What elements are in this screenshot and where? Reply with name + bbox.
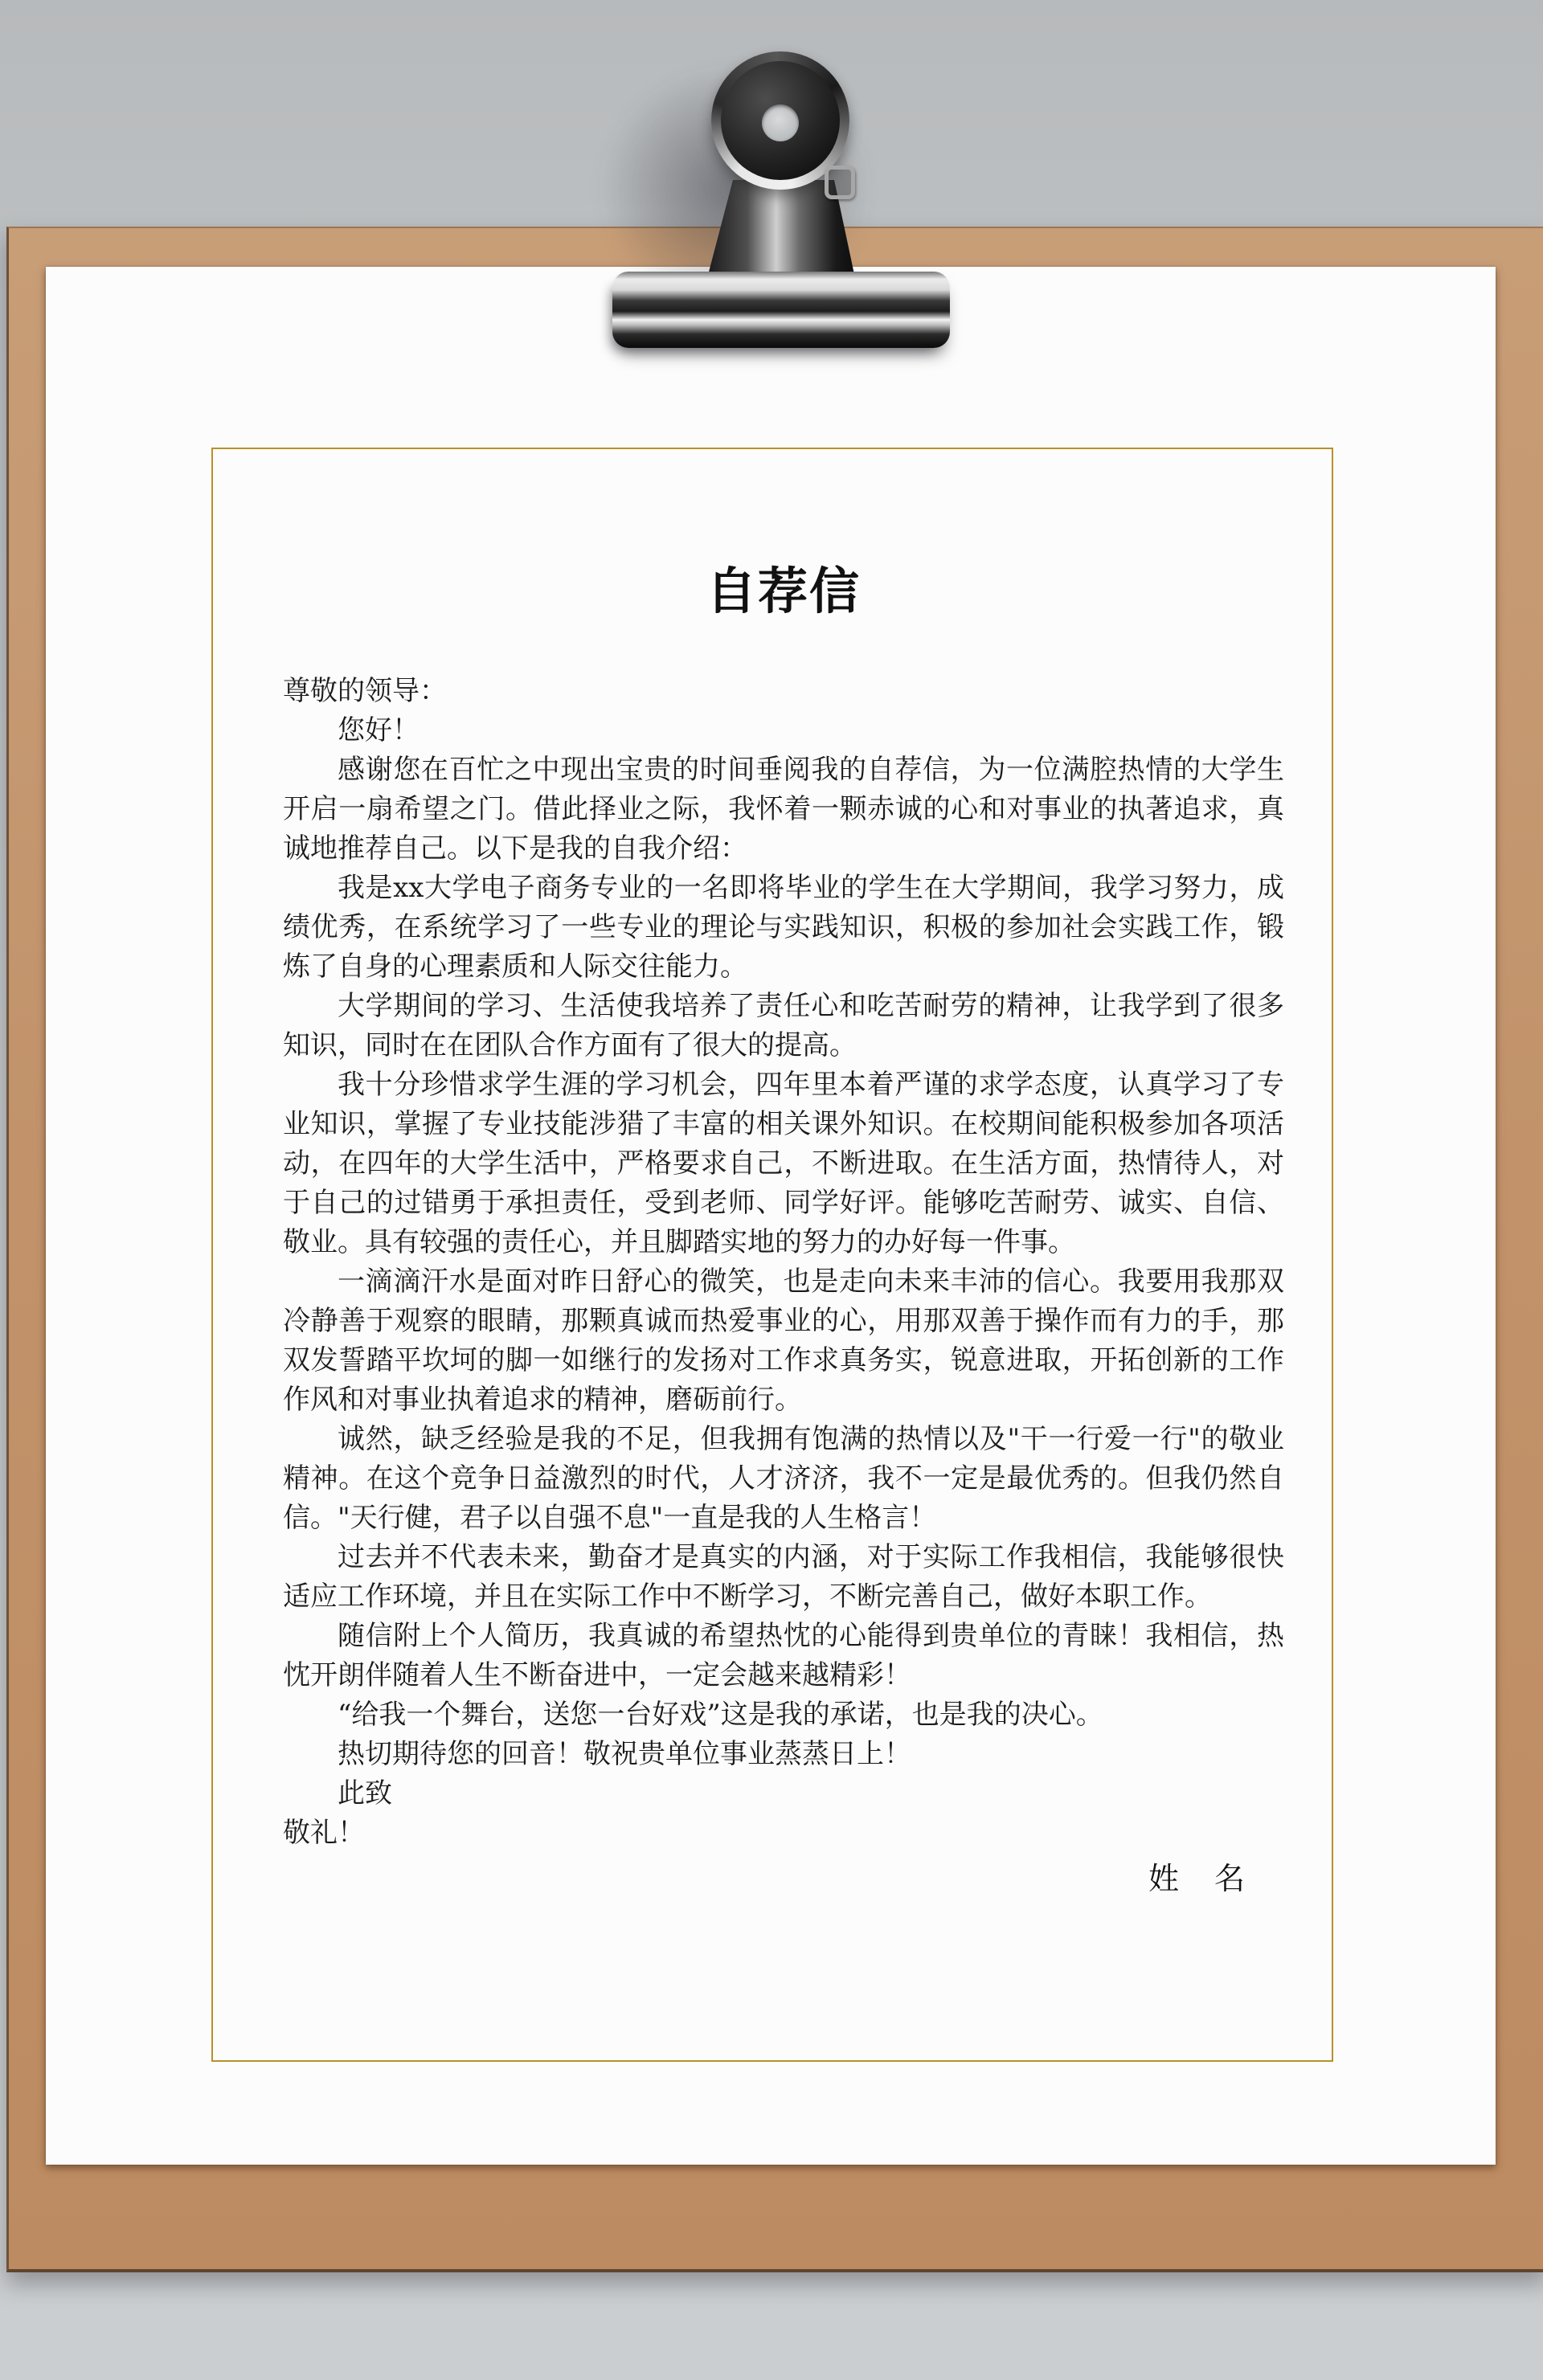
binder-clip-bar [612, 272, 950, 348]
salute-line: 敬礼！ [283, 1817, 365, 1849]
greeting-line: 您好！ [338, 714, 420, 746]
letter-paragraph: 过去并不代表未来，勤奋才是真实的内涵，对于实际工作我相信，我能够很快适应工作环境，并且在实际工作中不断学习，不断完善自己，做好本职工作。 [283, 1541, 1284, 1613]
letter-paragraph: 热切期待您的回音！敬祝贵单位事业蒸蒸日上！ [338, 1738, 911, 1770]
closing-line: 此致 [338, 1777, 392, 1810]
letter-paragraph: 随信附上个人简历，我真诚的希望热忱的心能得到贵单位的青睐！我相信，热忱开朗伴随着人生不断奋进中，一定会越来越精彩！ [283, 1620, 1284, 1691]
binder-clip-hole [762, 104, 799, 141]
letter-paragraph: “给我一个舞台，送您一台好戏”这是我的承诺，也是我的决心。 [338, 1699, 1103, 1731]
letter-paragraph: 我是xx大学电子商务专业的一名即将毕业的学生在大学期间，我学习努力，成绩优秀，在系统学习了一些专业的理论与实践知识，积极的参加社会实践工作，锻炼了自身的心理素质和人际交往能力。 [283, 872, 1284, 983]
letter-body [283, 672, 1284, 1899]
letter-title: 自荐信 [706, 562, 861, 620]
salutation-line: 尊敬的领导： [283, 675, 447, 707]
letter-paragraph: 我十分珍惜求学生涯的学习机会，四年里本着严谨的求学态度，认真学习了专业知识，掌握了专业技能涉猎了丰富的相关课外知识。在校期间能积极参加各项活动，在四年的大学生活中，严格要求自己，不断进取。在生活方面，热情待人，对于自己的过错勇于承担责任，受到老师、同学好评。能够吃苦耐劳、诚实、自信、敬业。具有较强的责任心，并且脚踏实地的努力的办好每一件事。 [283, 1069, 1284, 1258]
letter-paragraph: 一滴滴汗水是面对昨日舒心的微笑，也是走向未来丰沛的信心。我要用我那双冷静善于观察的眼睛，那颗真诚而热爱事业的心，用那双善于操作而有力的手，那双发誓踏平坎坷的脚一如继行的发扬对工作求真务实，锐意进取，开拓创新的工作作风和对事业执着追求的精神，磨砺前行。 [283, 1266, 1284, 1416]
letter-paragraph: 诚然，缺乏经验是我的不足，但我拥有饱满的热情以及"干一行爱一行"的敬业精神。在这个竞争日益激烈的时代，人才济济，我不一定是最优秀的。但我仍然自信。"天行健，君子以自强不息"一直是我的人生格言！ [283, 1423, 1284, 1534]
binder-clip-lever [825, 166, 855, 199]
letter-paragraph: 感谢您在百忙之中现出宝贵的时间垂阅我的自荐信，为一位满腔热情的大学生开启一扇希望之门。借此择业之际，我怀着一颗赤诚的心和对事业的执著追求，真诚地推荐自己。以下是我的自我介绍： [283, 754, 1284, 865]
signature-name: 姓 名 [1148, 1861, 1247, 1896]
letter-paragraph: 大学期间的学习、生活使我培养了责任心和吃苦耐劳的精神，让我学到了很多知识，同时在在团队合作方面有了很大的提高。 [283, 990, 1284, 1061]
